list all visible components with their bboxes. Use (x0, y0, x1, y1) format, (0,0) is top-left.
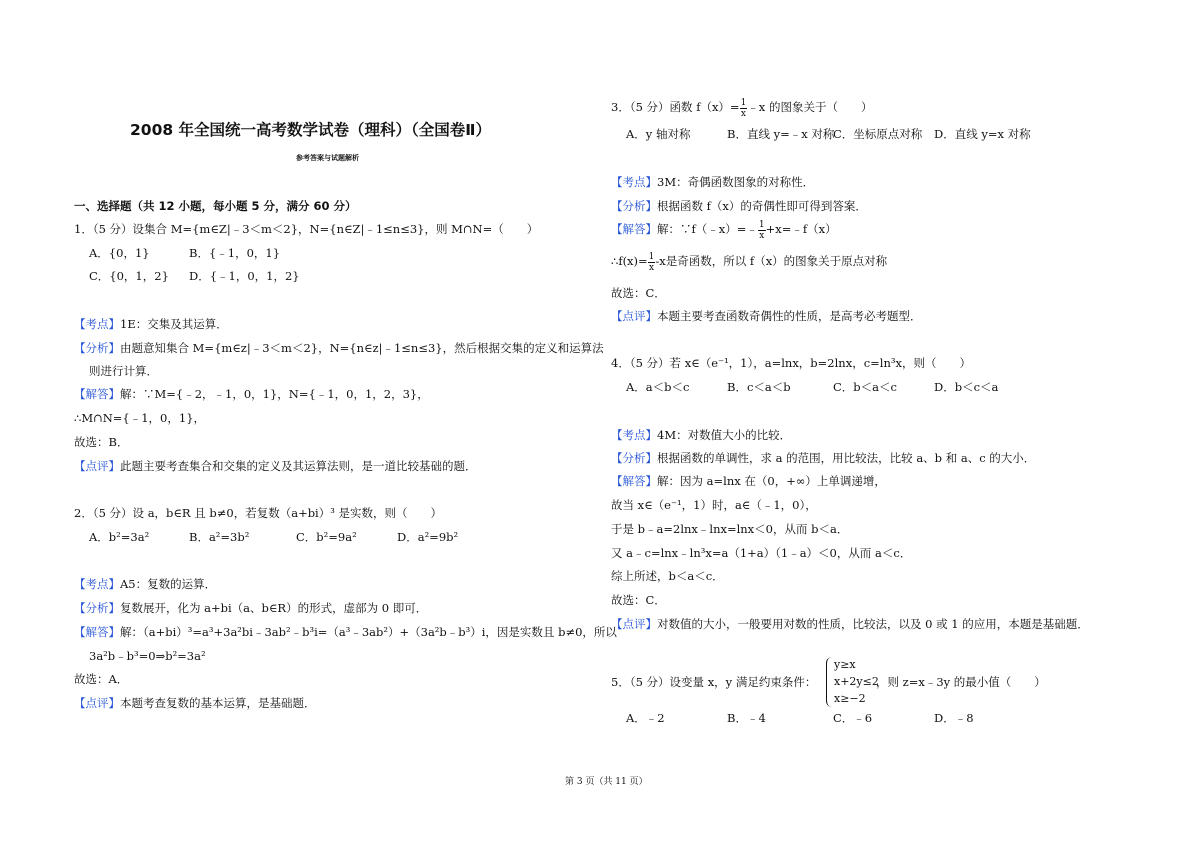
q2-option-d: D．a²=9b² (397, 530, 459, 544)
q3-jieda-pre: 解：∵f（﹣x）=﹣ (657, 222, 758, 236)
q2-fenxi-text: 复数展开，化为 a+bi（a、b∈R）的形式，虚部为 0 即可． (120, 601, 428, 615)
q1-option-c: C．{0，1，2} (89, 269, 169, 283)
q1-stem: 1．（5 分）设集合 M={m∈Z|﹣3＜m＜2}，N={n∈Z|﹣1≤n≤3}，则 M∩N=（ ） (74, 222, 539, 236)
q4-option-d: D．b＜c＜a (934, 380, 999, 394)
q1-option-b: B．{﹣1，0，1} (189, 246, 281, 260)
q5-stem-post: ，则 z=x﹣3y 的最小值（ ） (876, 675, 1046, 689)
q4-jieda-line4: 又 a﹣c=lnx﹣ln³x=a（1+a）（1﹣a）＜0，从而 a＜c． (611, 546, 912, 560)
q3-jieda-frac-den: x (759, 230, 765, 241)
q5-constraint-3: x≥−2 (834, 692, 866, 705)
fenxi-tag: 【分析】 (611, 199, 657, 213)
q3-option-a: A．y 轴对称 (626, 127, 691, 141)
q5-option-d: D．﹣8 (934, 711, 974, 725)
q2-option-b: B．a²=3b² (189, 530, 250, 544)
q1-jieda-line2: ∴M∩N={﹣1，0，1}， (74, 411, 206, 425)
q1-jieda-text: 解：∵M={﹣2，﹣1，0，1}，N={﹣1，0，1，2，3}， (120, 387, 429, 401)
q5-constraint-2: x+2y≤2 (834, 675, 879, 688)
q4-kaodian (611, 427, 791, 443)
q3-stem-pre: 3．（5 分）函数 f（x）= (611, 100, 740, 114)
q1-fenxi-text: 由题意知集合 M={m∈z|﹣3＜m＜2}，N={n∈z|﹣1≤n≤3}，然后根据交集的定义和运算法 (120, 341, 604, 355)
q4-fenxi-text: 根据函数的单调性，求 a 的范围，用比较法，比较 a、b 和 a、c 的大小． (657, 451, 1036, 465)
q2-jieda-line2: 3a²b﹣b³=0⇒b²=3a² (89, 649, 206, 663)
q4-option-a: A．a＜b＜c (626, 380, 690, 394)
dianping-tag: 【点评】 (611, 309, 657, 323)
q3-conclusion (611, 250, 887, 273)
q1-jieda (74, 386, 429, 402)
q3-option-c: C．坐标原点对称 (833, 127, 923, 141)
q3-option-b: B．直线 y=﹣x 对称 (727, 127, 835, 141)
q1-fenxi (74, 340, 604, 356)
jieda-tag: 【解答】 (611, 222, 657, 236)
q4-answer: 故选：C． (611, 593, 666, 607)
q5-option-b: B．﹣4 (727, 711, 766, 725)
fenxi-tag: 【分析】 (611, 451, 657, 465)
q3-jieda (611, 218, 837, 241)
q3-stem-post: ﹣x 的图象关于（ ） (747, 100, 873, 114)
q2-kaodian-text: A5：复数的运算． (120, 577, 217, 591)
q3-concl-frac-num: 1 (648, 251, 655, 262)
q2-stem: 2．（5 分）设 a，b∈R 且 b≠0，若复数（a+bi）³ 是实数，则（ ） (74, 506, 443, 520)
q4-kaodian-text: 4M：对数值大小的比较． (657, 428, 792, 442)
q1-dianping (74, 458, 477, 474)
q1-dianping-text: 此题主要考查集合和交集的定义及其运算法则，是一道比较基础的题． (120, 459, 477, 473)
section-heading: 一、选择题（共 12 小题，每小题 5 分，满分 60 分） (74, 199, 357, 213)
q2-option-c: C．b²=9a² (296, 530, 357, 544)
q2-jieda-text: 解：（a+bi）³=a³+3a²bi﹣3ab²﹣b³i=（a³﹣3ab²）+（3a²b﹣b³）i，因是实数且 b≠0，所以 (120, 625, 617, 639)
q5-stem-pre: 5．（5 分）设变量 x，y 满足约束条件： (611, 675, 817, 689)
q1-option-a: A．{0，1} (89, 246, 150, 260)
dianping-tag: 【点评】 (611, 617, 657, 631)
q4-dianping (611, 616, 1089, 632)
q3-fenxi (611, 198, 867, 214)
q1-kaodian (74, 316, 228, 332)
fenxi-tag: 【分析】 (74, 341, 120, 355)
q4-jieda-text: 解：因为 a=lnx 在（0，+∞）上单调递增， (657, 474, 886, 488)
q1-option-d: D．{﹣1，0，1，2} (189, 269, 300, 283)
q3-concl-post: -x是奇函数，所以 f（x）的图象关于原点对称 (655, 254, 888, 268)
q3-dianping-text: 本题主要考查函数奇偶性的性质，是高考必考题型． (657, 309, 922, 323)
jieda-tag: 【解答】 (74, 387, 120, 401)
q3-dianping (611, 308, 922, 324)
kaodian-tag: 【考点】 (74, 317, 120, 331)
q2-jieda (74, 624, 617, 640)
paper-subtitle: 参考答案与试题解析 (296, 153, 359, 162)
q4-option-b: B．c＜a＜b (727, 380, 791, 394)
kaodian-tag: 【考点】 (611, 175, 657, 189)
q3-concl-frac-den: x (649, 262, 655, 273)
q3-frac-den: x (740, 108, 746, 119)
q2-kaodian (74, 576, 216, 592)
q4-jieda (611, 473, 886, 489)
q3-kaodian (611, 174, 814, 190)
fenxi-tag: 【分析】 (74, 601, 120, 615)
q5-option-a: A．﹣2 (626, 711, 665, 725)
q4-option-c: C．b＜a＜c (833, 380, 897, 394)
q3-jieda-post: +x=﹣f（x） (765, 222, 837, 236)
q4-stem: 4．（5 分）若 x∈（e⁻¹，1），a=lnx，b=2lnx，c=ln³x，则（ ） (611, 356, 971, 370)
jieda-tag: 【解答】 (74, 625, 120, 639)
q2-dianping (74, 695, 316, 711)
q3-jieda-fraction (758, 220, 766, 241)
dianping-tag: 【点评】 (74, 696, 120, 710)
q3-frac-num: 1 (740, 97, 747, 108)
q5-constraint-1: y≥x (834, 658, 856, 671)
q4-dianping-text: 对数值的大小，一般要用对数的性质，比较法，以及 0 或 1 的应用，本题是基础题． (657, 617, 1089, 631)
q2-option-a: A．b²=3a² (89, 530, 150, 544)
dianping-tag: 【点评】 (74, 459, 120, 473)
kaodian-tag: 【考点】 (74, 577, 120, 591)
q4-jieda-line3: 于是 b﹣a=2lnx﹣lnx=lnx＜0，从而 b＜a． (611, 522, 849, 536)
q4-jieda-line5: 综上所述，b＜a＜c． (611, 569, 724, 583)
jieda-tag: 【解答】 (611, 474, 657, 488)
q5-option-c: C．﹣6 (833, 711, 873, 725)
q1-fenxi-cont: 则进行计算． (89, 364, 158, 378)
q2-answer: 故选：A． (74, 672, 129, 686)
q2-dianping-text: 本题考查复数的基本运算，是基础题． (120, 696, 316, 710)
q4-jieda-line2: 故当 x∈（e⁻¹，1）时，a∈（﹣1，0）， (611, 498, 817, 512)
kaodian-tag: 【考点】 (611, 428, 657, 442)
q3-option-d: D．直线 y=x 对称 (934, 127, 1031, 141)
paper-title: 2008 年全国统一高考数学试卷（理科）（全国卷Ⅱ） (130, 121, 491, 139)
q1-kaodian-text: 1E：交集及其运算． (120, 317, 228, 331)
q3-stem (611, 96, 872, 119)
q1-answer: 故选：B． (74, 435, 129, 449)
q2-fenxi (74, 600, 427, 616)
q3-jieda-frac-num: 1 (758, 219, 765, 230)
q5-brace (826, 657, 833, 707)
q4-fenxi (611, 450, 1035, 466)
q3-fenxi-text: 根据函数 f（x）的奇偶性即可得到答案． (657, 199, 867, 213)
q3-kaodian-text: 3M：奇偶函数图象的对称性． (657, 175, 815, 189)
page-footer: 第 3 页（共 11 页） (565, 777, 648, 787)
q3-answer: 故选：C． (611, 286, 666, 300)
q3-concl-pre: ∴f(x)= (611, 254, 648, 268)
